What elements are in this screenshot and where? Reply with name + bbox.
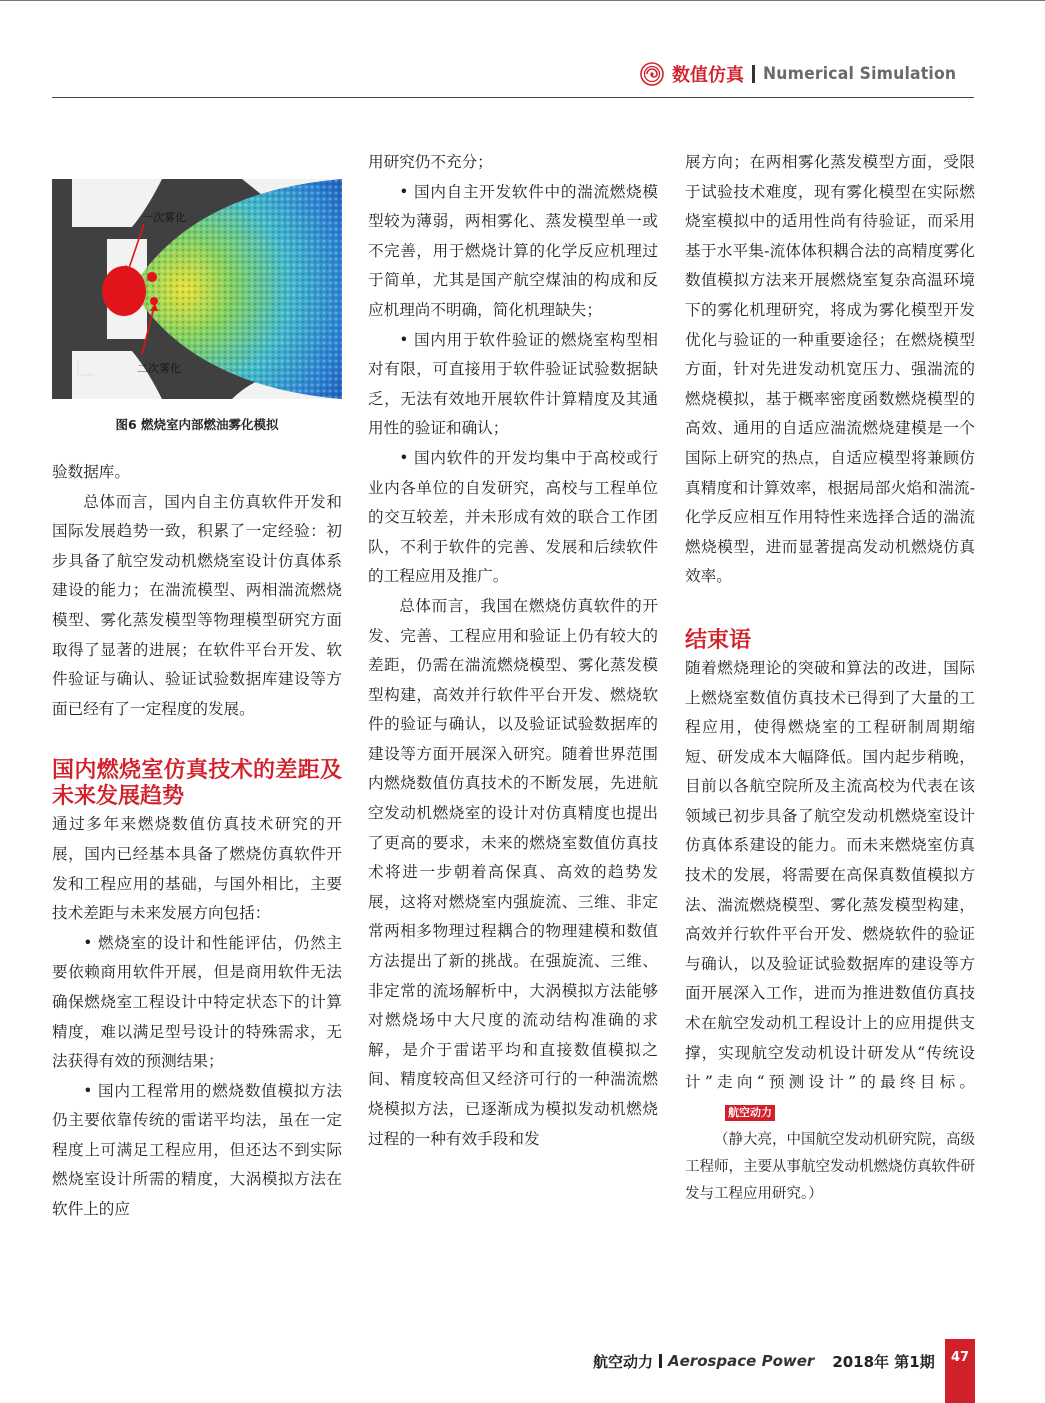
column-2 bbox=[368, 148, 658, 1154]
end-mark-badge: 航空动力 bbox=[725, 1105, 775, 1121]
journal-swirl-logo-icon bbox=[640, 62, 664, 86]
header-separator bbox=[752, 65, 755, 83]
bullet-paragraph: • 国内用于软件验证的燃烧室构型相对有限，可直接用于软件验证试验数据缺乏，无法有效地开展软件计算精度及其通用性的验证和确认； bbox=[368, 330, 658, 438]
figure-6-atomization-simulation bbox=[52, 179, 342, 399]
paragraph: 用研究仍不充分； bbox=[368, 153, 493, 171]
column-1 bbox=[52, 150, 342, 1225]
paragraph: 展方向；在两相雾化蒸发模型方面，受限于试验技术难度，现有雾化模型在实际燃烧室模拟中的适用性尚有待验证，而采用基于水平集-流体体积耦合法的高精度雾化数值模拟方法来开展燃烧室复杂高温环境下的雾化机理研究，将成为雾化模型开发优化与验证的一种重要途径；在燃烧模型方面，针对先进发动机宽压力、强湍流的燃烧模拟，基于概率密度函数燃烧模型的高效、通用的自适应湍流燃烧建模是一个国际上研究的热点，自适应模型将兼顾仿真精度和计算效率，根据局部火焰和湍流-化学反应相互作用特性来选择合适的湍流燃烧模型，进而显著提高发动机燃烧仿真效率。 bbox=[685, 153, 975, 586]
figure-caption: 图6 燃烧室内部燃油雾化模拟 bbox=[115, 417, 279, 432]
column-3 bbox=[685, 148, 975, 1208]
label-secondary-atomization: 二次雾化 bbox=[137, 362, 181, 375]
section-title-en: Numerical Simulation bbox=[762, 64, 957, 84]
page-number: 47 bbox=[945, 1339, 975, 1403]
label-primary-atomization: 一次雾化 bbox=[142, 211, 186, 224]
footer-separator bbox=[659, 1354, 662, 1368]
journal-name-en: Aerospace Power bbox=[668, 1352, 815, 1370]
top-rule bbox=[0, 0, 1045, 1]
header-rule bbox=[52, 97, 974, 98]
paragraph: 验数据库。 bbox=[52, 463, 130, 481]
bullet-paragraph: • 国内工程常用的燃烧数值模拟方法仍主要依靠传统的雷诺平均法，虽在一定程度上可满足工程应用，但还达不到实际燃烧室设计所需的精度，大涡模拟方法在软件上的应 bbox=[52, 1081, 342, 1219]
bullet-paragraph: • 国内自主开发软件中的湍流燃烧模型较为薄弱，两相雾化、蒸发模型单一或不完善，用于燃烧计算的化学反应机理过于简单，尤其是国产航空煤油的构成和反应机理尚不明确，简化机理缺失； bbox=[368, 182, 658, 319]
simulation-image bbox=[52, 179, 342, 399]
paragraph: 通过多年来燃烧数值仿真技术研究的开展，国内已经基本具备了燃烧仿真软件开发和工程应用的基础，与国外相比，主要技术差距与未来发展方向包括： bbox=[52, 815, 342, 923]
section-title-cn: 数值仿真 bbox=[671, 65, 744, 86]
conclusion-text: 随着燃烧理论的突破和算法的改进，国际上燃烧室数值仿真技术已得到了大量的工程应用，使得燃烧室的工程研制周期缩短、研发成本大幅降低。国内起步稍晚，目前以各航空院所及主流高校为代表在该领域已初步具备了航空发动机燃烧室设计仿真体系建设的能力。而未来燃烧室仿真技术的发展，将需要在高保真数值模拟方法、湍流燃烧模型、雾化蒸发模型构建，高效并行软件平台开发、燃烧软件的验证与确认，以及验证试验数据库的建设等方面开展深入工作，进而为推进数值仿真技术在航空发动机工程设计上的应用提供支撑，实现航空发动机设计研发从“传统设计”走向“预测设计”的最终目标。 bbox=[685, 658, 975, 1092]
page-header bbox=[640, 60, 973, 88]
issue-label: 2018年 第1期 bbox=[832, 1352, 935, 1371]
section-heading: 国内燃烧室仿真技术的差距及未来发展趋势 bbox=[52, 758, 342, 810]
journal-name-cn: 航空动力 bbox=[593, 1352, 654, 1371]
paragraph bbox=[685, 654, 975, 1128]
bullet-paragraph: • 燃烧室的设计和性能评估，仍然主要依赖商用软件开展，但是商用软件无法确保燃烧室工程设计中特定状态下的计算精度，难以满足型号设计的特殊需求，无法获得有效的预测结果； bbox=[52, 933, 342, 1071]
bullet-paragraph: • 国内软件的开发均集中于高校或行业内各单位的自发研究，高校与工程单位的交互较差，并未形成有效的联合工作团队，不利于软件的完善、发展和后续软件的工程应用及推广。 bbox=[368, 448, 658, 586]
page-footer bbox=[593, 1350, 935, 1372]
conclusion-heading: 结束语 bbox=[685, 627, 752, 653]
paragraph: 总体而言，我国在燃烧仿真软件的开发、完善、工程应用和验证上仍有较大的差距，仍需在湍流燃烧模型、雾化蒸发模型构建，高效并行软件平台开发、燃烧软件的验证与确认，以及验证试验数据库的建设等方面开展深入研究。随着世界范围内燃烧数值仿真技术的不断发展，先进航空发动机燃烧室的设计对仿真精度也提出了更高的要求，未来的燃烧室数值仿真技术将进一步朝着高保真、高效的趋势发展，这将对燃烧室内强旋流、三维、非定常两相多物理过程耦合的物理建模和数值方法提出了新的挑战。在强旋流、三维、非定常的流场解析中，大涡模拟方法能够对燃烧场中大尺度的流动结构准确的求解，是介于雷诺平均和直接数值模拟之间、精度较高但又经济可行的一种湍流燃烧模拟方法，已逐渐成为模拟发动机燃烧过程的一种有效手段和发 bbox=[368, 596, 658, 1148]
author-note: （静大亮，中国航空发动机研究院，高级工程师，主要从事航空发动机燃烧仿真软件研发与工程应用研究。） bbox=[685, 1132, 975, 1203]
paragraph: 总体而言，国内自主仿真软件开发和国际发展趋势一致，积累了一定经验：初步具备了航空发动机燃烧室设计仿真体系建设的能力；在湍流模型、两相湍流燃烧模型、雾化蒸发模型等物理模型研究方面取得了显著的进展；在软件平台开发、软件验证与确认、验证试验数据库建设等方面已经有了一定程度的发展。 bbox=[52, 492, 342, 718]
